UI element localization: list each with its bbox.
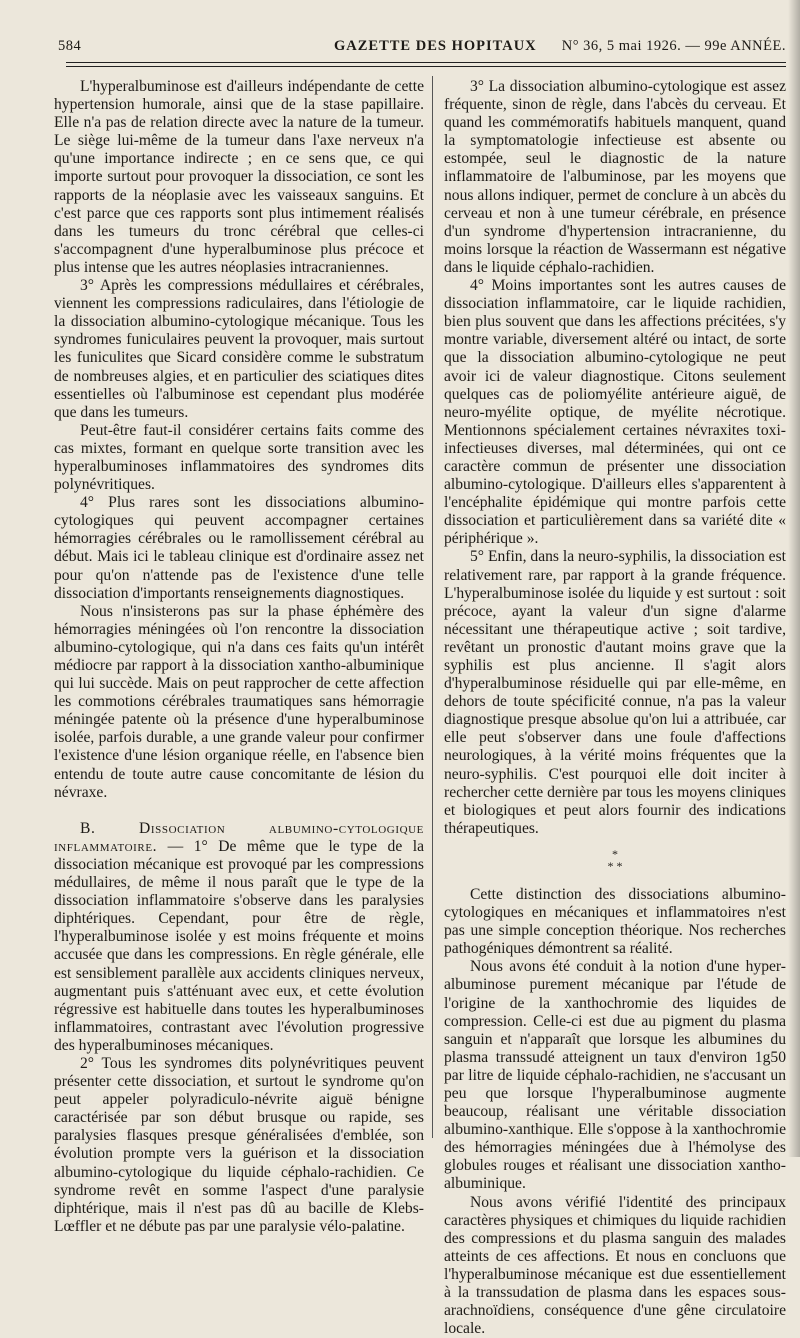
- right-column: [444, 78, 786, 1338]
- section-separator: [444, 848, 786, 872]
- issue-info: N° 36, 5 mai 1926. — 99e ANNÉE.: [561, 38, 786, 54]
- separator-star: *: [612, 846, 618, 861]
- paragraph: 4° Plus rares sont les dissociations albumino-cytologiques qui peuvent accompagner certaines hémorragies cérébrales ou le ramollissement cérébral au début. Mais ici le tableau clinique est d'ordinaire assez net pour qu'on n'attende pas de l'existence d'une telle dissociation d'importants renseignements diagnostiques.: [54, 494, 424, 602]
- journal-title: GAZETTE DES HOPITAUX: [334, 38, 537, 54]
- paragraph: 5° Enfin, dans la neuro-syphilis, la dissociation est relativement rare, par rapport à la grande fréquence. L'hyperalbuminose isolée du liquide y est surtout : soit précoce, ayant la valeur d'un signe d'alarme nécessitant une thérapeutique active ; soit tardive, revêtant un pronostic d'autant moins grave que la syphilis est plus ancienne. Il s'agit alors d'hyperalbuminose résiduelle qui par elle-même, en dehors de toute spécificité connue, n'a pas la valeur diagnostique presque absolue qu'on lui a attribuée, car elle peut s'observer dans une foule d'affections neurologiques, à la vérité moins fréquentes que la neuro-syphilis. C'est pourquoi elle doit inciter à rechercher cette dernière par tous les moyens cliniques et biologiques et peut alors fournir des indications thérapeutiques.: [444, 548, 786, 837]
- left-column: [54, 78, 424, 1236]
- paragraph: 4° Moins importantes sont les autres causes de dissociation inflammatoire, car le liquide rachidien, bien plus souvent que dans les affections précitées, s'y montre variable, diversement altéré ou intact, de sorte que la dissociation albumino-cytologique ne peut avoir ici de valeur diagnostique. Citons seulement quelques cas de poliomyélite antérieure aiguë, de neuro-myélite optique, de myélite nécrotique. Mentionnons spécialement certaines névraxites toxi-infectieuses diverses, mal déterminées, qui ont ce caractère commun de présenter une dissociation albumino-cytologique. D'ailleurs elles s'apparentent à l'encéphalite épidémique qui montre parfois cette dissociation et particulièrement dans sa variété dite « périphérique ».: [444, 277, 786, 548]
- section-text: — 1° De même que le type de la dissociation mécanique est provoqué par les compressions médullaires, de même il nous paraît que le type de la dissociation inflammatoire s'observe dans les paralysies diphtériques. Cependant, pour être de règle, l'hyperalbuminose isolée y est moins fréquente et moins accusée que dans les compressions. En règle générale, elle est sensiblement parallèle aux accidents cliniques nerveux, augmentant puis s'atténuant avec eux, et cette évolution régressive est habituelle dans toutes les hyperalbuminoses inflammatoires, contrastant avec l'évolution progressive des hyperalbuminoses mécaniques.: [54, 837, 424, 1054]
- page-header: [58, 38, 786, 58]
- header-rule-thin: [66, 66, 786, 67]
- paragraph: Nous n'insisterons pas sur la phase éphémère des hémorragies méningées où l'on rencontre la dissociation albumino-cytologique, qui n'a dans ces faits qu'un intérêt médiocre par rapport à la dissociation xantho-albuminique qui lui succède. Mais on peut rapprocher de cette affection les commotions cérébrales traumatiques sans hémorragie méningée patente où la présence d'une hyperalbuminose isolée, parfois durable, a une grande valeur pour confirmer l'existence d'une lésion organique réelle, en l'absence bien entendu de toute autre cause concomitante de lésion du névraxe.: [54, 602, 424, 801]
- paragraph: 3° La dissociation albumino-cytologique est assez fréquente, sinon de règle, dans l'abcès du cerveau. Et quand les commémoratifs habituels manquent, quand la symptomatologie infectieuse est absente ou estompée, seul le diagnostic de la nature inflammatoire de l'albuminose, par les moyens que nous allons indiquer, permet de conclure à un abcès du cerveau et non à une tumeur cérébrale, en présence d'un syndrome d'hypertension intracranienne, du moins lorsque la réaction de Wassermann est négative dans le liquide céphalo-rachidien.: [444, 78, 786, 276]
- separator-stars: * *: [607, 858, 623, 873]
- paragraph: Nous avons vérifié l'identité des principaux caractères physiques et chimiques du liquide rachidien des compressions et du plasma sanguin des malades atteints de ces affections. Et nous en concluons que l'hyperalbuminose mécanique est due essentiellement à la transsudation de plasma dans les espaces sous-arachnoïdiens, conséquence d'une gêne circulatoire locale.: [444, 1193, 786, 1338]
- paragraph: Nous avons été conduit à la notion d'une hyper-albuminose purement mécanique par l'étude de l'origine de la xanthochromie des liquides de compression. Celle-ci est due au pigment du plasma sanguin et n'apparaît que lorsque les albumines du plasma transsudé atteignent un taux d'environ 1g50 par litre de liquide céphalo-rachidien, ne s'accusant un peu que lorsque l'hyperalbuminose augmente beaucoup, réalisant une véritable dissociation albumino-xanthique. Elle s'oppose à la xanthochromie des hémorragies méningées due à l'hémolyse des globules rouges et réalisant une dissociation xantho-albuminique.: [444, 958, 786, 1193]
- paragraph: 2° Tous les syndromes dits polynévritiques peuvent présenter cette dissociation, et surtout le syndrome qu'on peut appeler polyradiculo-névrite aiguë bénigne caractérisée par son début brusque ou rapide, ses paralysies flasques presque généralisées d'emblée, son évolution prompte vers la guérison et la dissociation albumino-cytologique du liquide céphalo-rachidien. Ce syndrome revêt en somme l'aspect d'une paralysie diphtérique, mais il n'est pas dû au bacille de Klebs-Lœffler et ne débute pas par une paralysie vélo-palatine.: [54, 1054, 424, 1235]
- paragraph: Peut-être faut-il considérer certains faits comme des cas mixtes, formant en quelque sorte transition avec les hyperalbuminoses inflammatoires des syndromes dits polynévritiques.: [54, 421, 424, 494]
- section-paragraph: [54, 820, 424, 1055]
- paragraph: L'hyperalbuminose est d'ailleurs indépendante de cette hypertension humorale, ainsi que de la stase papillaire. Elle n'a pas de relation directe avec la nature de la tumeur. Le siège lui-même de la tumeur dans l'axe nerveux n'a qu'une importance indirecte ; en ce sens que, ce qui importe surtout pour provoquer la dissociation, ce sont les rapports de la néoplasie avec les vaisseaux sanguins. Et c'est parce que ces rapports sont plus intimement réalisés dans les tumeurs du tronc cérébral que celles-ci s'accompagnent d'une hyperalbuminose plus précoce et plus intense que les autres néoplasies intracraniennes.: [54, 78, 424, 276]
- paragraph: Cette distinction des dissociations albumino-cytologiques en mécaniques et inflammatoires n'est pas une simple conception théorique. Nos recherches pathogéniques démontrent sa réalité.: [444, 885, 786, 958]
- header-rule: [66, 62, 786, 63]
- column-divider: [432, 76, 433, 1138]
- page-edge-shadow: [788, 0, 800, 1157]
- section-heading: B. Dissociation albumino-cytologique inflammatoire.: [54, 819, 424, 855]
- page-number: 584: [58, 38, 82, 54]
- paragraph: 3° Après les compressions médullaires et cérébrales, viennent les compressions radiculaires, dans l'étiologie de la dissociation albumino-cytologique mécanique. Tous les syndromes funiculaires peuvent la provoquer, mais surtout les funiculites que Sicard considère comme le substratum de nombreuses algies, et en particulier des sciatiques dites essentielles où l'albuminose est cependant plus modérée que dans les tumeurs.: [54, 277, 424, 421]
